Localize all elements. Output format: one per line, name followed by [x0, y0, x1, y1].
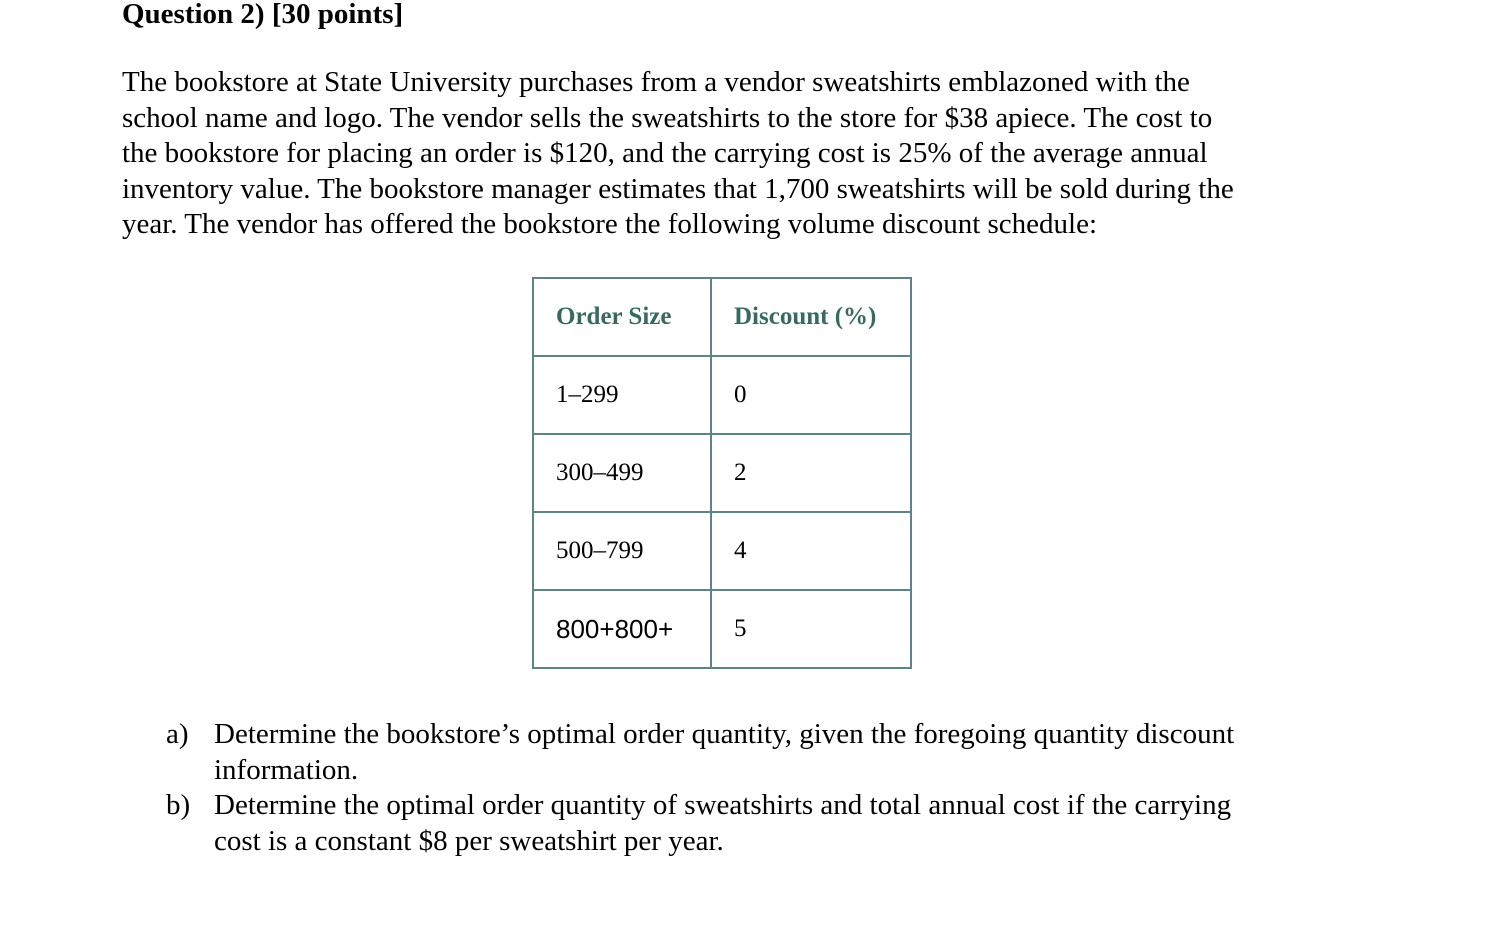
part-b-text — [214, 788, 1231, 859]
part-a-line: Determine the bookstore’s optimal order quantity, given the foregoing quantity discount — [214, 718, 1235, 750]
table-row — [533, 356, 911, 434]
discount-cell: 2 — [711, 434, 911, 512]
order-size-cell: 800+800+ — [533, 590, 711, 668]
problem-line: school name and logo. The vendor sells the sweatshirts to the store for $38 apiece. The cost to — [122, 101, 1213, 134]
part-b-marker: b) — [166, 789, 191, 821]
part-a-line: information. — [214, 753, 359, 786]
table-row — [533, 512, 911, 590]
problem-line: inventory value. The bookstore manager estimates that 1,700 sweatshirts will be sold during the — [122, 172, 1234, 205]
problem-statement — [122, 65, 1322, 243]
header-discount: Discount (%) — [711, 278, 911, 356]
table-row — [533, 590, 911, 668]
question-title: Question 2) [30 points] — [122, 0, 404, 30]
question-parts — [166, 717, 1234, 859]
part-a — [166, 717, 1234, 788]
table-header-row — [533, 278, 911, 356]
problem-line: year. The vendor has offered the bookstore the following volume discount schedule: — [122, 208, 1098, 240]
header-order-size: Order Size — [533, 278, 711, 356]
part-a-marker: a) — [166, 718, 189, 750]
problem-line: the bookstore for placing an order is $120, and the carrying cost is 25% of the average annual — [122, 137, 1208, 169]
order-size-cell: 1–299 — [533, 356, 711, 434]
part-b-line: Determine the optimal order quantity of sweatshirts and total annual cost if the carrying — [214, 789, 1232, 821]
part-a-text — [214, 717, 1234, 788]
discount-cell: 4 — [711, 512, 911, 590]
discount-cell: 0 — [711, 356, 911, 434]
part-b-line: cost is a constant $8 per sweatshirt per year. — [214, 824, 724, 857]
discount-cell: 5 — [711, 590, 911, 668]
order-size-cell: 300–499 — [533, 434, 711, 512]
discount-table — [532, 277, 912, 669]
table-row — [533, 434, 911, 512]
order-size-cell: 500–799 — [533, 512, 711, 590]
part-b — [166, 788, 1234, 859]
problem-line: The bookstore at State University purchases from a vendor sweatshirts emblazoned with the — [122, 66, 1190, 98]
